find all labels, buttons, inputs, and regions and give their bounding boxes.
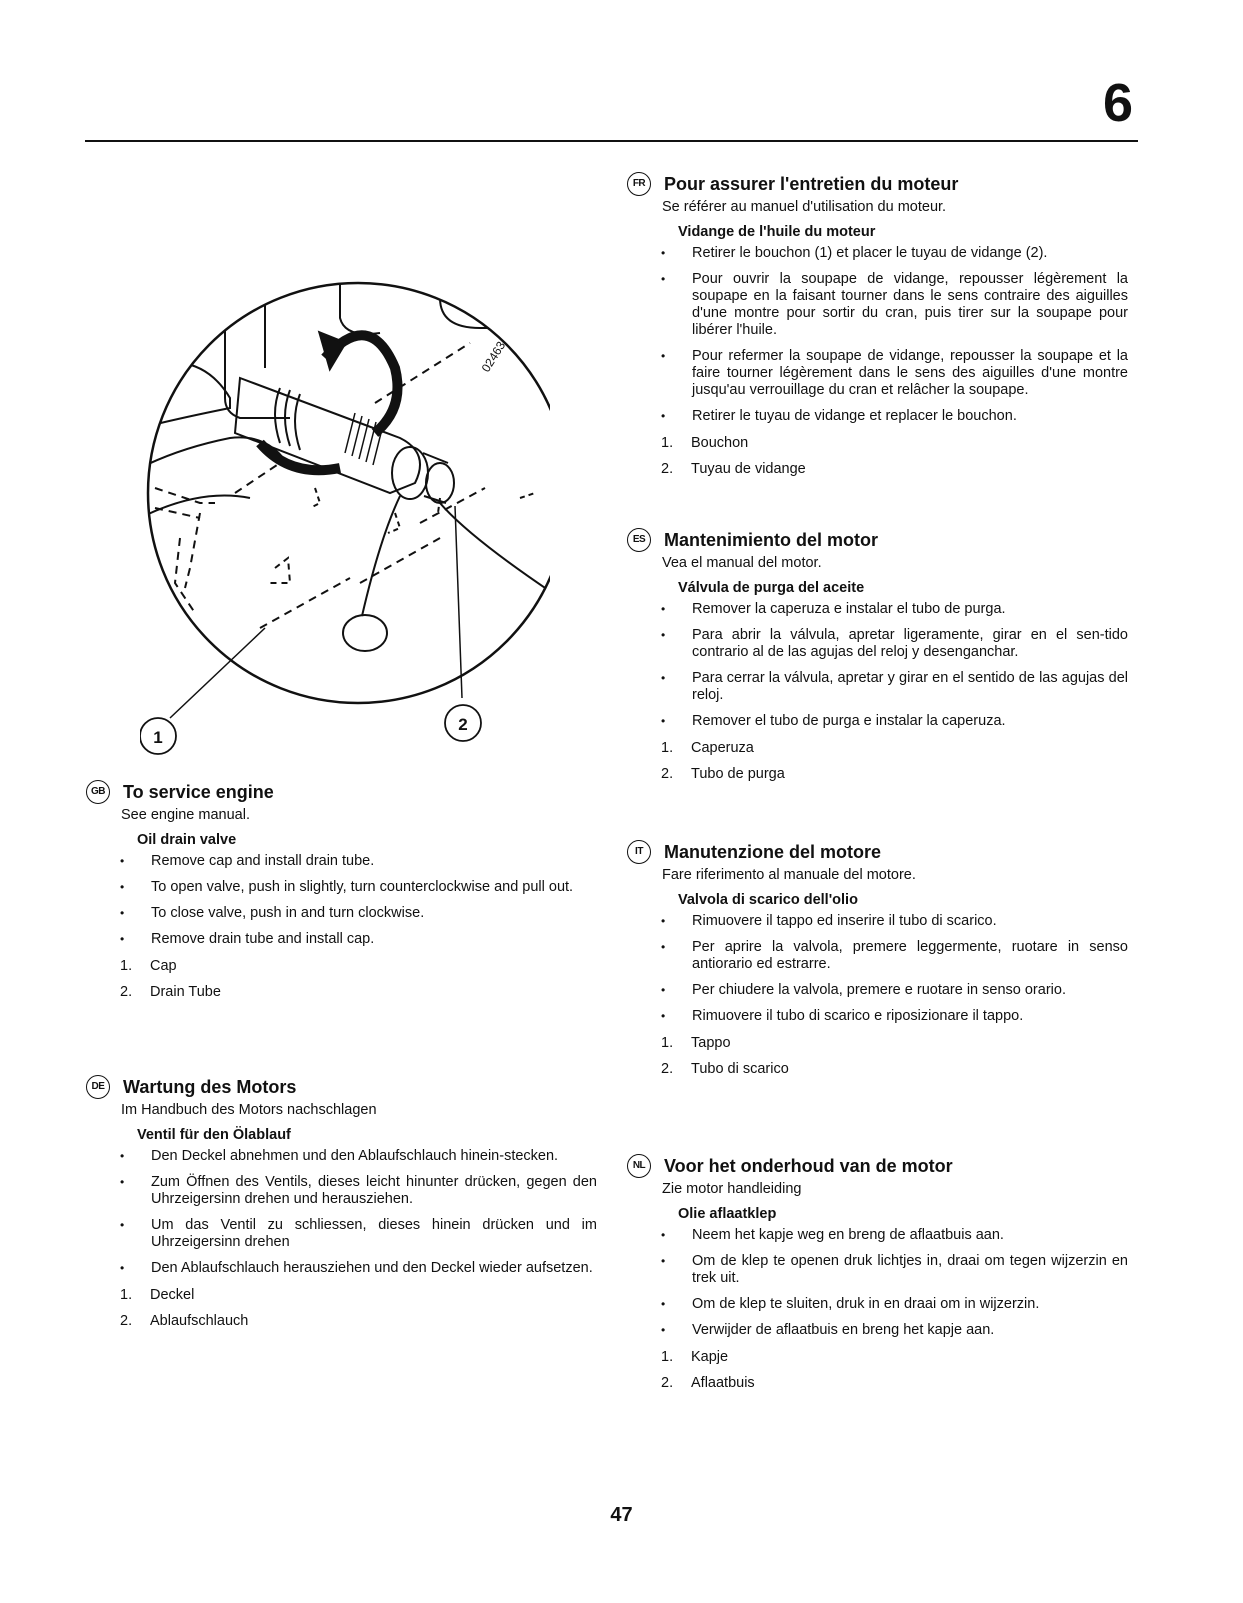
legend-label: Drain Tube	[150, 984, 221, 1000]
legend-number: 1.	[661, 1349, 674, 1365]
legend-number: 1.	[120, 958, 133, 974]
legend-item	[627, 434, 1132, 452]
section-subtitle: Válvula de purga del aceite	[678, 580, 865, 596]
section-subtitle: Valvola di scarico dell'olio	[678, 892, 858, 908]
legend-item	[86, 957, 601, 975]
language-badge-es: ES	[627, 528, 651, 552]
parts-legend	[627, 1034, 1132, 1078]
legend-number: 2.	[661, 766, 674, 782]
parts-legend	[86, 957, 601, 1001]
section-fr	[627, 172, 1132, 486]
section-subtitle: Ventil für den Ölablauf	[137, 1127, 291, 1143]
section-intro: Im Handbuch des Motors nachschlagen	[121, 1102, 377, 1118]
section-header	[86, 780, 601, 804]
list-item: • Remover la caperuza e instalar el tubo de purga.	[627, 601, 1132, 618]
legend-label: Kapje	[691, 1349, 729, 1365]
list-item: • Per chiudere la valvola, premere e ruotare in senso orario.	[627, 982, 1132, 999]
section-intro: Zie motor handleiding	[662, 1181, 802, 1197]
section-es	[627, 528, 1132, 791]
legend-label: Deckel	[150, 1287, 195, 1303]
section-title: Pour assurer l'entretien du moteur	[664, 174, 959, 194]
list-item: • Retirer le bouchon (1) et placer le tuyau de vidange (2).	[627, 245, 1132, 262]
list-item: • Um das Ventil zu schliessen, dieses hinein drücken und im Uhrzeigersinn drehen	[86, 1217, 601, 1251]
list-item: • Remove drain tube and install cap.	[86, 931, 601, 948]
legend-item	[627, 765, 1132, 783]
language-badge-gb: GB	[86, 780, 110, 804]
figure-code: 02463	[478, 338, 509, 375]
section-header	[627, 1154, 1132, 1178]
section-it	[627, 840, 1132, 1086]
list-item: • Verwijder de aflaatbuis en breng het kapje aan.	[627, 1322, 1132, 1339]
legend-label: Bouchon	[691, 435, 749, 451]
legend-number: 1.	[661, 740, 674, 756]
legend-number: 2.	[661, 1375, 674, 1391]
instruction-list	[627, 913, 1132, 1025]
legend-number: 2.	[661, 1061, 674, 1077]
list-item: • Om de klep te sluiten, druk in en draai om in wijzerzin.	[627, 1296, 1132, 1313]
list-item: • Para cerrar la válvula, apretar y girar en el sentido de las agujas del reloj.	[627, 670, 1132, 704]
section-de	[86, 1075, 601, 1338]
legend-number: 2.	[120, 1313, 133, 1329]
list-item: • Retirer le tuyau de vidange et replacer le bouchon.	[627, 408, 1132, 425]
list-item: • To close valve, push in and turn clockwise.	[86, 905, 601, 922]
language-badge-it: IT	[627, 840, 651, 864]
parts-legend	[627, 1348, 1132, 1392]
legend-label: Tubo de purga	[691, 766, 785, 782]
list-item: • Rimuovere il tappo ed inserire il tubo di scarico.	[627, 913, 1132, 930]
instruction-list	[86, 1148, 601, 1277]
legend-label: Ablaufschlauch	[150, 1313, 249, 1329]
list-item: • Pour refermer la soupape de vidange, repousser la soupape et la faire tourner légèrement dans le sens des aiguilles d'une montre jusqu'au verrouillage du cran et relâcher la soupape.	[627, 348, 1132, 399]
legend-number: 2.	[661, 461, 674, 477]
section-subtitle: Vidange de l'huile du moteur	[678, 224, 876, 240]
legend-number: 1.	[661, 435, 674, 451]
section-nl	[627, 1154, 1132, 1400]
section-title: To service engine	[123, 782, 274, 802]
section-title: Voor het onderhoud van de motor	[664, 1156, 953, 1176]
instruction-list	[86, 853, 601, 948]
callout-1: 1	[153, 728, 163, 747]
list-item: • Om de klep te openen druk lichtjes in, draai om tegen wijzerzin en trek uit.	[627, 1253, 1132, 1287]
instruction-list	[627, 601, 1132, 730]
section-title: Manutenzione del motore	[664, 842, 882, 862]
legend-item	[627, 1060, 1132, 1078]
section-header	[627, 840, 1132, 864]
instruction-list	[627, 1227, 1132, 1339]
oil-drain-valve-illustration	[140, 238, 550, 778]
legend-label: Cap	[150, 958, 177, 974]
legend-label: Tubo di scarico	[691, 1061, 789, 1077]
legend-item	[86, 1312, 601, 1330]
legend-number: 1.	[120, 1287, 133, 1303]
legend-item	[627, 1374, 1132, 1392]
parts-legend	[627, 434, 1132, 478]
legend-number: 1.	[661, 1035, 674, 1051]
header-rule	[85, 140, 1138, 142]
language-badge-fr: FR	[627, 172, 651, 196]
section-intro: See engine manual.	[121, 807, 250, 823]
page-number: 47	[610, 1504, 633, 1526]
legend-item	[627, 460, 1132, 478]
section-subtitle: Olie aflaatklep	[678, 1206, 777, 1222]
language-badge-nl: NL	[627, 1154, 651, 1178]
list-item: • Den Ablaufschlauch herausziehen und den Deckel wieder aufsetzen.	[86, 1260, 601, 1277]
legend-item	[86, 1286, 601, 1304]
legend-label: Tuyau de vidange	[691, 461, 806, 477]
legend-label: Caperuza	[691, 740, 754, 756]
section-intro: Vea el manual del motor.	[662, 555, 822, 571]
section-title: Wartung des Motors	[123, 1077, 297, 1097]
list-item: • To open valve, push in slightly, turn counterclockwise and pull out.	[86, 879, 601, 896]
section-intro: Se référer au manuel d'utilisation du moteur.	[662, 199, 947, 215]
section-header	[627, 528, 1132, 552]
language-badge-de: DE	[86, 1075, 110, 1099]
list-item: • Para abrir la válvula, apretar ligeramente, girar en el sen-tido contrario al de las agujas del reloj y desenganchar.	[627, 627, 1132, 661]
legend-item	[627, 1348, 1132, 1366]
section-subtitle: Oil drain valve	[137, 832, 237, 848]
legend-item	[627, 1034, 1132, 1052]
list-item: • Remove cap and install drain tube.	[86, 853, 601, 870]
list-item: • Pour ouvrir la soupape de vidange, repousser légèrement la soupape en la faisant tourner dans le sens contraire des aiguilles d'une montre pour sortir du cran, puis tirer sur la soupape pour libérer l'huile.	[627, 271, 1132, 339]
legend-label: Tappo	[691, 1035, 731, 1051]
list-item: • Neem het kapje weg en breng de aflaatbuis aan.	[627, 1227, 1132, 1244]
legend-label: Aflaatbuis	[691, 1375, 755, 1391]
list-item: • Zum Öffnen des Ventils, dieses leicht hinunter drücken, gegen den Uhrzeigersinn drehen und herausziehen.	[86, 1174, 601, 1208]
parts-legend	[86, 1286, 601, 1330]
section-intro: Fare riferimento al manuale del motore.	[662, 867, 916, 883]
section-header	[627, 172, 1132, 196]
parts-legend	[627, 739, 1132, 783]
list-item: • Remover el tubo de purga e instalar la caperuza.	[627, 713, 1132, 730]
section-title: Mantenimiento del motor	[664, 530, 879, 550]
instruction-list	[627, 245, 1132, 425]
list-item: • Rimuovere il tubo di scarico e riposizionare il tappo.	[627, 1008, 1132, 1025]
list-item: • Per aprire la valvola, premere leggermente, ruotare in senso antiorario ed estrarre.	[627, 939, 1132, 973]
list-item: • Den Deckel abnehmen und den Ablaufschlauch hinein-stecken.	[86, 1148, 601, 1165]
callout-2: 2	[458, 715, 468, 734]
section-gb	[86, 780, 601, 1009]
legend-item	[86, 983, 601, 1001]
legend-number: 2.	[120, 984, 133, 1000]
section-header	[86, 1075, 601, 1099]
legend-item	[627, 739, 1132, 757]
chapter-number: 6	[1102, 73, 1133, 133]
